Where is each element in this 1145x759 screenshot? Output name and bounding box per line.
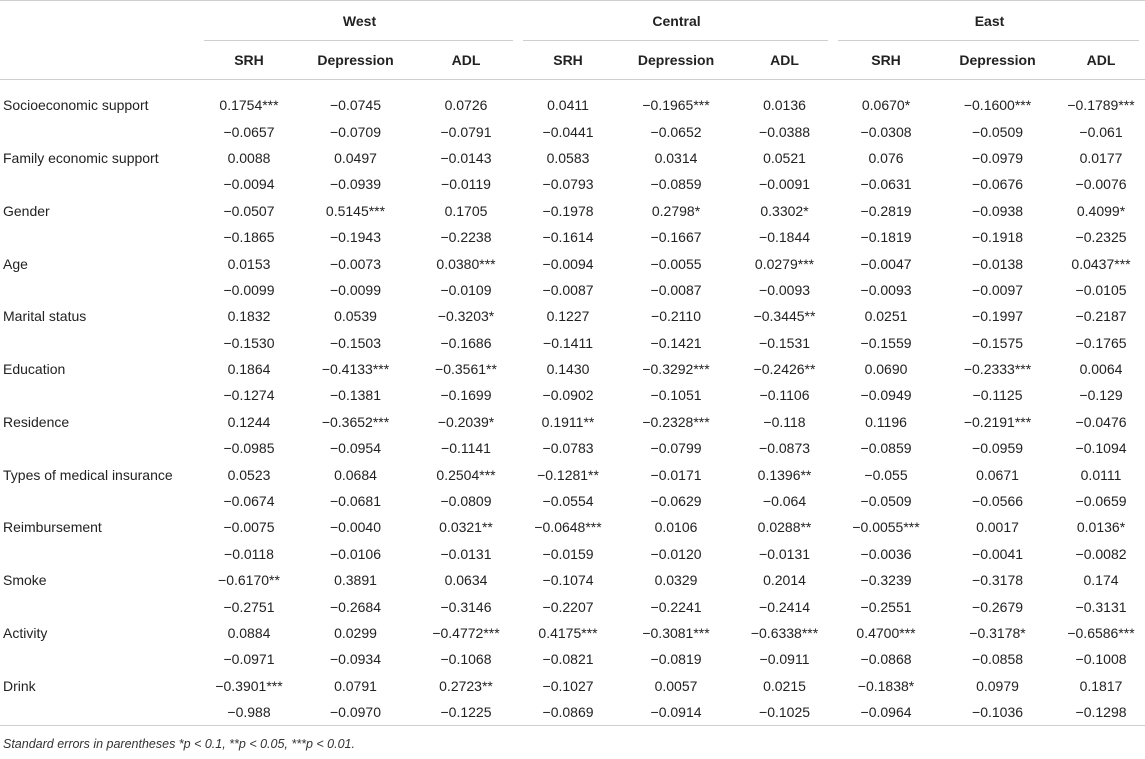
standard-error-cell: −0.1225 — [413, 699, 519, 726]
coefficient-cell: 0.4175*** — [538, 625, 598, 641]
coefficient-row — [0, 409, 1145, 435]
coefficient-cell: −0.1838* — [857, 677, 915, 694]
standard-error-cell: −0.0954 — [330, 440, 381, 457]
standard-error-cell: −0.0793 — [542, 176, 594, 193]
standard-error-cell: −0.0859 — [650, 176, 702, 193]
standard-error-cell: −0.0566 — [972, 493, 1024, 510]
coefficient-cell: −0.0507 — [223, 202, 275, 219]
group-header-west: West — [200, 1, 519, 42]
standard-error-cell: −0.0959 — [972, 440, 1024, 457]
coefficient-cell: −0.6170** — [218, 572, 280, 589]
row-label-empty — [0, 541, 200, 567]
coefficient-cell: 0.0314 — [654, 149, 698, 166]
corner-cell — [0, 1, 200, 42]
coefficient-cell: −0.6586*** — [1067, 625, 1135, 641]
row-label-empty — [0, 593, 200, 619]
standard-error-cell: −0.0676 — [972, 176, 1024, 193]
standard-error-cell: −0.1421 — [650, 334, 702, 351]
coefficient-cell: 0.2723** — [439, 677, 493, 694]
coefficient-cell: 0.5145*** — [325, 202, 386, 219]
standard-error-cell: −0.988 — [200, 699, 298, 726]
standard-error-cell: −0.0911 — [759, 651, 810, 668]
row-label-empty — [0, 171, 200, 197]
coefficient-cell: −0.0648*** — [534, 519, 602, 536]
standard-error-cell: −0.0970 — [298, 699, 413, 726]
standard-error-cell: −0.2751 — [223, 598, 275, 615]
standard-error-cell: −0.0985 — [223, 440, 275, 457]
standard-error-row — [0, 646, 1145, 672]
standard-error-cell: −0.0554 — [542, 493, 594, 510]
standard-error-cell: −0.1008 — [1075, 651, 1127, 668]
coefficient-cell: −0.2039* — [437, 413, 495, 430]
coefficient-cell: 0.0380*** — [436, 255, 496, 272]
standard-error-cell: −0.0868 — [860, 651, 912, 668]
row-label-empty — [0, 382, 200, 408]
standard-error-cell: −0.0091 — [759, 176, 811, 193]
standard-error-cell: −0.0971 — [223, 651, 275, 668]
standard-error-cell: −0.0131 — [440, 545, 492, 562]
group-header-central: Central — [519, 1, 834, 42]
standard-error-cell: −0.1094 — [1075, 440, 1127, 457]
coefficient-cell: −0.3901*** — [215, 677, 283, 694]
coefficient-cell: 0.0321** — [439, 519, 493, 536]
coefficient-cell: 0.1864 — [227, 361, 271, 378]
coefficient-cell: 0.0288** — [757, 519, 812, 536]
standard-error-cell: −0.0631 — [860, 176, 912, 193]
coefficient-cell: −0.1074 — [542, 572, 594, 589]
standard-error-cell: −0.0964 — [834, 699, 938, 726]
coefficient-cell: 0.0153 — [227, 255, 271, 272]
row-label: Activity — [3, 625, 48, 641]
coefficient-cell: 0.1754*** — [219, 97, 279, 114]
column-header: ADL — [413, 41, 519, 80]
standard-error-cell: −0.0934 — [330, 651, 381, 668]
coefficient-row — [0, 80, 1145, 119]
standard-error-cell: −0.0681 — [330, 493, 381, 510]
row-label-empty — [0, 646, 200, 672]
coefficient-cell: −0.2819 — [860, 202, 912, 219]
standard-error-cell: −0.1819 — [860, 229, 912, 246]
coefficient-cell: 0.0634 — [444, 572, 488, 589]
coefficient-cell: −0.0055 — [650, 255, 702, 272]
coefficient-cell: 0.0583 — [546, 149, 590, 166]
coefficient-cell: −0.3561** — [435, 361, 497, 378]
coefficient-cell: −0.3203* — [437, 308, 495, 325]
standard-error-cell: −0.0799 — [650, 440, 702, 457]
row-label: Types of medical insurance — [3, 466, 173, 483]
coefficient-cell: 0.2504*** — [436, 466, 496, 483]
standard-error-cell: −0.1686 — [440, 334, 492, 351]
standard-error-row — [0, 277, 1145, 303]
row-label-empty — [0, 224, 200, 250]
row-label-empty — [0, 699, 200, 726]
coefficient-cell: −0.055 — [864, 466, 908, 483]
coefficient-cell: 0.0437*** — [1071, 255, 1131, 272]
coefficient-cell: 0.0539 — [334, 308, 377, 325]
standard-error-cell: −0.1559 — [860, 334, 912, 351]
coefficient-cell: −0.1600*** — [963, 97, 1032, 114]
column-header: Depression — [617, 41, 735, 80]
coefficient-cell: −0.0476 — [1075, 413, 1127, 430]
standard-error-cell: −0.1667 — [650, 229, 702, 246]
column-header: SRH — [519, 41, 617, 80]
coefficient-cell: 0.1430 — [546, 361, 590, 378]
standard-error-cell: −0.0859 — [860, 440, 912, 457]
standard-error-cell: −0.1765 — [1075, 334, 1127, 351]
standard-error-row — [0, 330, 1145, 356]
row-label: Reimbursement — [3, 519, 102, 536]
coefficient-cell: 0.1832 — [227, 308, 271, 325]
row-label: Marital status — [3, 308, 87, 325]
coefficient-cell: −0.0938 — [972, 202, 1024, 219]
coefficient-cell: −0.3239 — [860, 572, 912, 589]
coefficient-cell: 0.0671 — [976, 466, 1019, 483]
coefficient-cell: −0.2191*** — [963, 413, 1032, 430]
coefficient-row — [0, 620, 1145, 646]
row-label-empty — [0, 277, 200, 303]
standard-error-cell: −0.0869 — [519, 699, 617, 726]
coefficient-cell: 0.0136 — [763, 97, 806, 114]
coefficient-cell: −0.0143 — [440, 149, 492, 166]
standard-error-cell: −0.1036 — [938, 699, 1057, 726]
row-label: Education — [3, 361, 66, 378]
coefficient-cell: −0.1281** — [537, 466, 599, 483]
standard-error-cell: −0.0858 — [972, 651, 1024, 668]
coefficient-cell: 0.0411 — [547, 97, 589, 114]
standard-error-cell: −0.2325 — [1075, 229, 1127, 246]
standard-error-cell: −0.0902 — [542, 387, 594, 404]
standard-error-cell: −0.2238 — [440, 229, 492, 246]
coefficient-cell: 0.0979 — [976, 677, 1019, 694]
coefficient-cell: −0.2187 — [1075, 308, 1127, 325]
standard-error-cell: −0.0674 — [223, 493, 275, 510]
coefficient-cell: 0.0884 — [227, 625, 271, 641]
coefficient-cell: 0.1227 — [546, 308, 590, 325]
row-label-empty — [0, 435, 200, 461]
standard-error-cell: −0.2679 — [972, 598, 1024, 615]
coefficient-cell: 0.0299 — [334, 625, 377, 641]
coefficient-cell: 0.076 — [868, 149, 904, 166]
column-header: SRH — [834, 41, 938, 80]
standard-error-cell: −0.0509 — [860, 493, 912, 510]
column-header: Depression — [298, 41, 413, 80]
row-label: Smoke — [3, 572, 47, 589]
coefficient-cell: 0.1911** — [541, 413, 595, 430]
coefficient-cell: 0.4099* — [1076, 202, 1126, 219]
coefficient-cell: −0.2333*** — [963, 361, 1032, 378]
coefficient-cell: −0.3178* — [969, 625, 1026, 641]
coefficient-cell: −0.0075 — [223, 519, 275, 536]
coefficient-cell: 0.4700*** — [856, 625, 916, 641]
standard-error-cell: −0.1844 — [759, 229, 811, 246]
coefficient-cell: −0.4772*** — [432, 625, 500, 641]
standard-error-cell: −0.0082 — [1075, 545, 1127, 562]
standard-error-cell: −0.0097 — [972, 281, 1024, 298]
table-body — [0, 80, 1145, 726]
standard-error-row — [0, 118, 1145, 144]
standard-error-cell: −0.0087 — [542, 281, 594, 298]
standard-error-cell: −0.1943 — [330, 229, 381, 246]
standard-error-cell: −0.0873 — [759, 440, 811, 457]
coefficient-cell: 0.0088 — [227, 149, 271, 166]
row-label-empty — [0, 330, 200, 356]
coefficient-cell: −0.0040 — [330, 519, 381, 536]
column-header: ADL — [735, 41, 834, 80]
standard-error-cell: −0.2414 — [759, 598, 811, 615]
standard-error-cell: −0.0652 — [650, 123, 702, 140]
standard-error-cell: −0.0118 — [224, 545, 274, 562]
standard-error-cell: −0.0819 — [650, 651, 702, 668]
standard-error-row — [0, 171, 1145, 197]
standard-error-cell: −0.1699 — [440, 387, 492, 404]
standard-error-cell: −0.0120 — [650, 545, 702, 562]
coefficient-cell: 0.0064 — [1079, 361, 1123, 378]
standard-error-cell: −0.2207 — [542, 598, 594, 615]
coefficient-row — [0, 303, 1145, 329]
coefficient-cell: 0.0017 — [976, 519, 1019, 536]
coefficient-cell: −0.2426** — [753, 361, 816, 378]
standard-error-row — [0, 224, 1145, 250]
coefficient-cell: 0.0136* — [1076, 519, 1126, 536]
coefficient-cell: 0.2014 — [763, 572, 806, 589]
standard-error-cell: −0.1068 — [440, 651, 492, 668]
standard-error-cell: −0.0441 — [542, 123, 594, 140]
standard-error-cell: −0.1381 — [330, 387, 381, 404]
coefficient-cell: 0.0111 — [1080, 466, 1122, 483]
coefficient-cell: 0.0684 — [334, 466, 377, 483]
row-label: Gender — [3, 202, 50, 219]
coefficient-cell: −0.6338*** — [750, 625, 819, 641]
coefficient-row — [0, 461, 1145, 487]
row-label-empty — [0, 488, 200, 514]
standard-error-cell: −0.1411 — [543, 334, 593, 351]
coefficient-cell: 0.0497 — [334, 149, 377, 166]
standard-error-cell: −0.1274 — [223, 387, 275, 404]
coefficient-cell: 0.0791 — [334, 677, 377, 694]
standard-error-cell: −0.0949 — [860, 387, 912, 404]
standard-error-cell: −0.1298 — [1057, 699, 1145, 726]
coefficient-cell: 0.2798* — [651, 202, 701, 219]
coefficient-cell: −0.0073 — [330, 255, 381, 272]
coefficient-row — [0, 145, 1145, 171]
standard-error-cell: −0.2684 — [330, 598, 381, 615]
standard-error-cell: −0.0109 — [440, 281, 492, 298]
standard-error-cell: −0.0087 — [650, 281, 702, 298]
coefficient-cell: −0.0094 — [542, 255, 594, 272]
coefficient-cell: −0.118 — [763, 413, 806, 430]
standard-error-cell: −0.129 — [1079, 387, 1123, 404]
row-label-empty — [0, 118, 200, 144]
coefficient-cell: −0.2328*** — [642, 413, 710, 430]
corner-cell — [0, 41, 200, 80]
coefficient-cell: −0.0138 — [972, 255, 1024, 272]
standard-error-row — [0, 699, 1145, 726]
column-header-row — [0, 41, 1145, 80]
standard-error-cell: −0.3146 — [440, 598, 492, 615]
standard-error-cell: −0.0659 — [1075, 493, 1127, 510]
standard-error-cell: −0.0821 — [542, 651, 594, 668]
coefficient-cell: 0.0670* — [861, 97, 911, 114]
standard-error-cell: −0.0041 — [972, 545, 1024, 562]
coefficient-cell: 0.174 — [1083, 572, 1119, 589]
coefficient-cell: 0.0690 — [864, 361, 908, 378]
standard-error-cell: −0.1865 — [223, 229, 275, 246]
standard-error-cell: −0.1614 — [542, 229, 594, 246]
standard-error-cell: −0.0509 — [972, 123, 1024, 140]
standard-error-cell: −0.0119 — [441, 176, 491, 193]
standard-error-cell: −0.0791 — [440, 123, 492, 140]
coefficient-cell: −0.3081*** — [642, 625, 710, 641]
standard-error-cell: −0.0076 — [1075, 176, 1127, 193]
standard-error-cell: −0.0657 — [223, 123, 275, 140]
standard-error-cell: −0.1051 — [650, 387, 702, 404]
standard-error-cell: −0.1918 — [972, 229, 1024, 246]
coefficient-cell: −0.0979 — [972, 149, 1024, 166]
coefficient-row — [0, 514, 1145, 540]
coefficient-row — [0, 567, 1145, 593]
standard-error-cell: −0.1531 — [759, 334, 811, 351]
standard-error-cell: −0.0308 — [860, 123, 912, 140]
group-header-row — [0, 1, 1145, 42]
coefficient-cell: 0.0177 — [1079, 149, 1123, 166]
coefficient-cell: −0.4133*** — [321, 361, 390, 378]
standard-error-cell: −0.1503 — [330, 334, 381, 351]
standard-error-cell: −0.1141 — [441, 440, 491, 457]
coefficient-cell: −0.3292*** — [642, 361, 710, 378]
coefficient-cell: 0.0726 — [444, 97, 488, 114]
standard-error-cell: −0.064 — [762, 493, 807, 510]
coefficient-row — [0, 198, 1145, 224]
coefficient-cell: −0.3652*** — [321, 413, 390, 430]
coefficient-cell: 0.0521 — [763, 149, 806, 166]
coefficient-cell: −0.2110 — [651, 308, 701, 325]
coefficient-cell: 0.1196 — [865, 413, 907, 430]
standard-error-row — [0, 382, 1145, 408]
coefficient-cell: −0.0047 — [860, 255, 912, 272]
standard-error-cell: −0.061 — [1079, 123, 1123, 140]
row-label: Drink — [3, 677, 36, 694]
standard-error-cell: −0.1125 — [972, 387, 1023, 404]
standard-error-cell: −0.0093 — [759, 281, 811, 298]
coefficient-cell: 0.0251 — [864, 308, 908, 325]
row-label: Socioeconomic support — [3, 97, 149, 114]
standard-error-row — [0, 435, 1145, 461]
coefficient-cell: −0.3445** — [753, 308, 816, 325]
standard-error-cell: −0.1025 — [735, 699, 834, 726]
standard-error-cell: −0.0914 — [617, 699, 735, 726]
standard-error-row — [0, 488, 1145, 514]
column-header: SRH — [200, 41, 298, 80]
coefficient-cell: −0.3178 — [972, 572, 1024, 589]
coefficient-row — [0, 673, 1145, 699]
standard-error-cell: −0.0093 — [860, 281, 912, 298]
standard-error-cell: −0.0099 — [223, 281, 275, 298]
coefficient-cell: 0.0329 — [654, 572, 698, 589]
coefficient-cell: −0.0055*** — [852, 519, 920, 536]
coefficient-cell: −0.1789*** — [1067, 97, 1135, 114]
standard-error-cell: −0.3131 — [1075, 598, 1127, 615]
table-footnote: Standard errors in parentheses *p < 0.1, **p < 0.05, ***p < 0.01. — [3, 737, 355, 751]
row-label: Age — [3, 255, 28, 272]
standard-error-cell: −0.0106 — [330, 545, 381, 562]
standard-error-cell: −0.2551 — [860, 598, 912, 615]
standard-error-cell: −0.0094 — [223, 176, 275, 193]
coefficient-cell: 0.0057 — [654, 677, 698, 694]
coefficient-cell: 0.0106 — [654, 519, 698, 536]
coefficient-row — [0, 250, 1145, 276]
standard-error-cell: −0.0783 — [542, 440, 594, 457]
column-header: Depression — [938, 41, 1057, 80]
standard-error-cell: −0.1530 — [223, 334, 275, 351]
group-header-east: East — [834, 1, 1145, 42]
column-header: ADL — [1057, 41, 1145, 80]
coefficient-cell: 0.0279*** — [754, 255, 815, 272]
coefficient-cell: −0.1997 — [972, 308, 1024, 325]
coefficient-cell: 0.1396** — [757, 466, 812, 483]
coefficient-cell: 0.1244 — [227, 413, 271, 430]
standard-error-row — [0, 541, 1145, 567]
coefficient-cell: 0.3302* — [760, 202, 809, 219]
coefficient-cell: 0.3891 — [334, 572, 377, 589]
row-label: Residence — [3, 413, 70, 430]
coefficient-cell: −0.0745 — [330, 97, 381, 114]
standard-error-cell: −0.0159 — [542, 545, 594, 562]
coefficient-cell: 0.0523 — [227, 466, 271, 483]
standard-error-cell: −0.0099 — [330, 281, 381, 298]
coefficient-cell: −0.1978 — [542, 202, 594, 219]
coefficient-cell: 0.1705 — [444, 202, 488, 219]
standard-error-cell: −0.0809 — [440, 493, 492, 510]
standard-error-cell: −0.2241 — [650, 598, 702, 615]
standard-error-cell: −0.0131 — [759, 545, 811, 562]
standard-error-cell: −0.1575 — [972, 334, 1024, 351]
standard-error-cell: −0.0709 — [330, 123, 381, 140]
coefficient-cell: −0.1965*** — [642, 97, 710, 114]
standard-error-cell: −0.0036 — [860, 545, 912, 562]
standard-error-cell: −0.0388 — [759, 123, 811, 140]
standard-error-cell: −0.0939 — [330, 176, 381, 193]
standard-error-cell: −0.0629 — [650, 493, 702, 510]
coefficient-row — [0, 356, 1145, 382]
coefficient-cell: 0.1817 — [1079, 677, 1123, 694]
coefficient-cell: −0.1027 — [542, 677, 594, 694]
standard-error-cell: −0.1106 — [759, 387, 810, 404]
standard-error-row — [0, 593, 1145, 619]
coefficient-cell: 0.0215 — [763, 677, 806, 694]
row-label: Family economic support — [3, 149, 159, 166]
coefficient-cell: −0.0171 — [650, 466, 702, 483]
standard-error-cell: −0.0105 — [1075, 281, 1127, 298]
